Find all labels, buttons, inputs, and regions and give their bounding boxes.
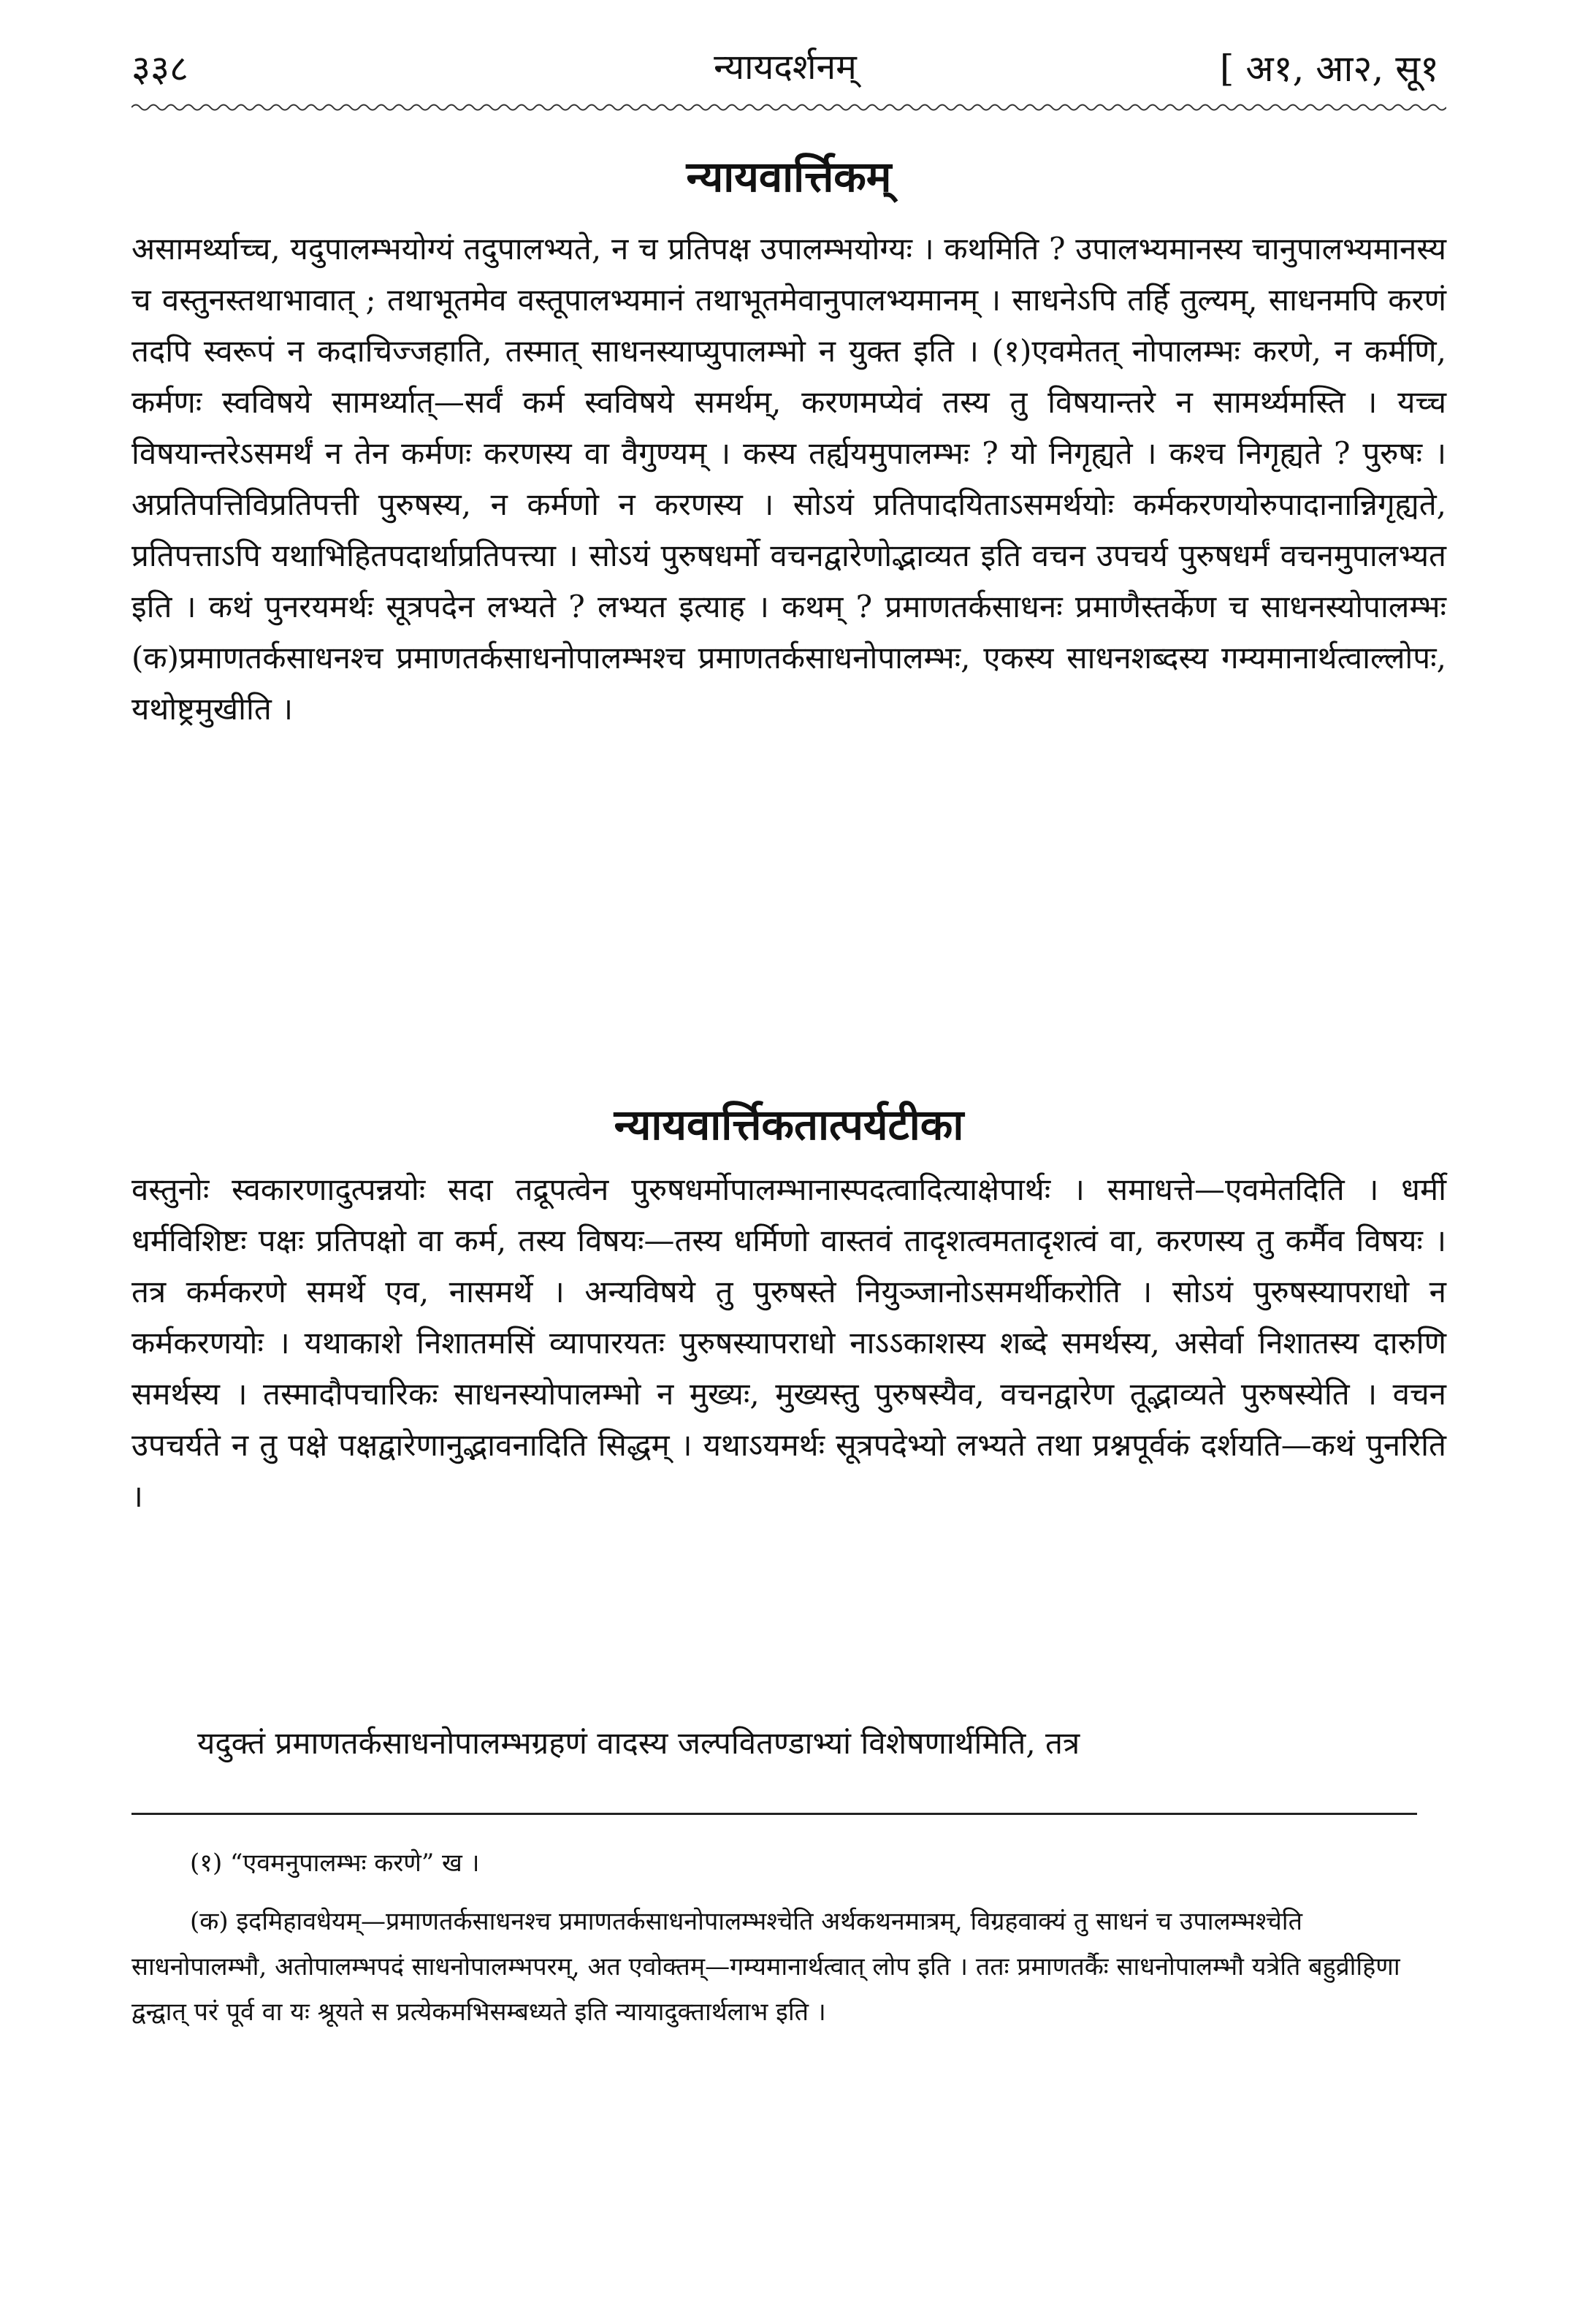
tika-text: वस्तुनोः स्वकारणादुत्पन्नयोः सदा तद्रूपत्वेन पुरुषधर्मोपालम्भानास्पदत्वादित्याक्षेपार्थः । समाधत्ते—एवमेतदिति । धर्मी धर्मविशिष्टः पक्षः प्रतिपक्षो वा कर्म, तस्य विषयः—तस्य धर्मिणो वास्तवं तादृशत्वमतादृशत्वं वा, करणस्य तु कर्मैव विषयः । तत्र कर्मकरणे समर्थे एव, नासमर्थे । अन्यविषये तु पुरुषस्ते नियुञ्जानोऽसमर्थीकरोति । सोऽयं पुरुषस्यापराधो न कर्मकरणयोः । यथाकाशे निशातमसिं व्यापारयतः पुरुषस्यापराधो नाऽऽकाशस्य शब्दे समर्थस्य, असेर्वा निशातस्य दारुणि समर्थस्य । तस्मादौपचारिकः साधनस्योपालम्भो न मुख्यः, मुख्यस्तु पुरुषस्यैव, वचनद्वारेण तूद्भाव्यते पुरुषस्येति । वचन उपचर्यते न तु पक्षे पक्षद्वारेणानुद्भावनादिति सिद्धम् । यथाऽयमर्थः सूत्रपदेभ्यो लभ्यते तथा प्रश्नपूर्वकं दर्शयति—कथं पुनरिति । — [131, 1171, 1446, 1514]
running-title: न्यायदर्शनम् — [714, 47, 857, 88]
footnote-ka: (क) इदमिहावधेयम्—प्रमाणतर्कसाधनश्च प्रमाणतर्कसाधनोपालम्भश्चेति अर्थकथनमात्रम्, विग्रहवाक्यं तु साधनं च उपालम्भश्चेति साधनोपालम्भौ, अतोपालम्भपदं साधनोपालम्भपरम्, अत एवोक्तम्—गम्यमानार्थत्वात् लोप इति । ततः प्रमाणतर्कैः साधनोपालम्भौ यत्रेति बहुव्रीहिणा द्वन्द्वात् परं पूर्व वा यः श्रूयते स प्रत्येकमभिसम्बध्यते इति न्यायादुक्तार्थलाभ इति । — [131, 1907, 1400, 2027]
footnote-separator — [131, 1813, 1417, 1815]
page-number: ३३८ — [131, 47, 188, 90]
tika-heading: न्यायवार्त्तिकतात्पर्यटीका — [614, 1100, 964, 1150]
section-reference: [ अ१, आ२, सू१ — [1219, 47, 1439, 90]
tika-text-continued: यदुक्तं प्रमाणतर्कसाधनोपालम्भग्रहणं वादस्य जल्पवितण्डाभ्यां विशेषणार्थमिति, तत्र — [197, 1725, 1080, 1761]
vartika-text: असामर्थ्याच्च, यदुपालम्भयोग्यं तदुपालभ्यते, न च प्रतिपक्ष उपालम्भयोग्यः । कथमिति ? उपालभ्यमानस्य चानुपालभ्यमानस्य च वस्तुनस्तथाभावात् ; तथाभूतमेव वस्तूपालभ्यमानं तथाभूतमेवानुपालभ्यमानम् । साधनेऽपि तर्हि तुल्यम्, साधनमपि करणं तदपि स्वरूपं न कदाचिज्जहाति, तस्मात् साधनस्याप्युपालम्भो न युक्त इति । (१)एवमेतत् नोपालम्भः करणे, न कर्मणि, कर्मणः स्वविषये सामर्थ्यात्—सर्वं कर्म स्वविषये समर्थम्, करणमप्येवं तस्य तु विषयान्तरे न सामर्थ्यमस्ति । यच्च विषयान्तरेऽसमर्थं न तेन कर्मणः करणस्य वा वैगुण्यम् । कस्य तर्ह्ययमुपालम्भः ? यो निगृह्यते । कश्च निगृह्यते ? पुरुषः । अप्रतिपत्तिविप्रतिपत्ती पुरुषस्य, न कर्मणो न करणस्य । सोऽयं प्रतिपादयिताऽसमर्थयोः कर्मकरणयोरुपादानान्निगृह्यते, प्रतिपत्ताऽपि यथाभिहितपदार्थाप्रतिपत्त्या । सोऽयं पुरुषधर्मो वचनद्वारेणोद्भाव्यत इति वचन उपचर्य पुरुषधर्मं वचनमुपालभ्यत इति । कथं पुनरयमर्थः सूत्रपदेन लभ्यते ? लभ्यत इत्याह । कथम् ? प्रमाणतर्कसाधनः प्रमाणैस्तर्केण च साधनस्योपालम्भः (क)प्रमाणतर्कसाधनश्च प्रमाणतर्कसाधनोपालम्भश्च प्रमाणतर्कसाधनोपालम्भः, एकस्य साधनशब्दस्य गम्यमानार्थत्वाल्लोपः, यथोष्ट्रमुखीति । — [131, 231, 1446, 727]
footnote-1: (१) “एवमनुपालम्भः करणे” ख । — [190, 1849, 480, 1878]
running-header — [131, 42, 1439, 101]
header-wavy-rule — [131, 102, 1446, 112]
vartika-heading: न्यायवार्त्तिकम् — [686, 152, 892, 202]
